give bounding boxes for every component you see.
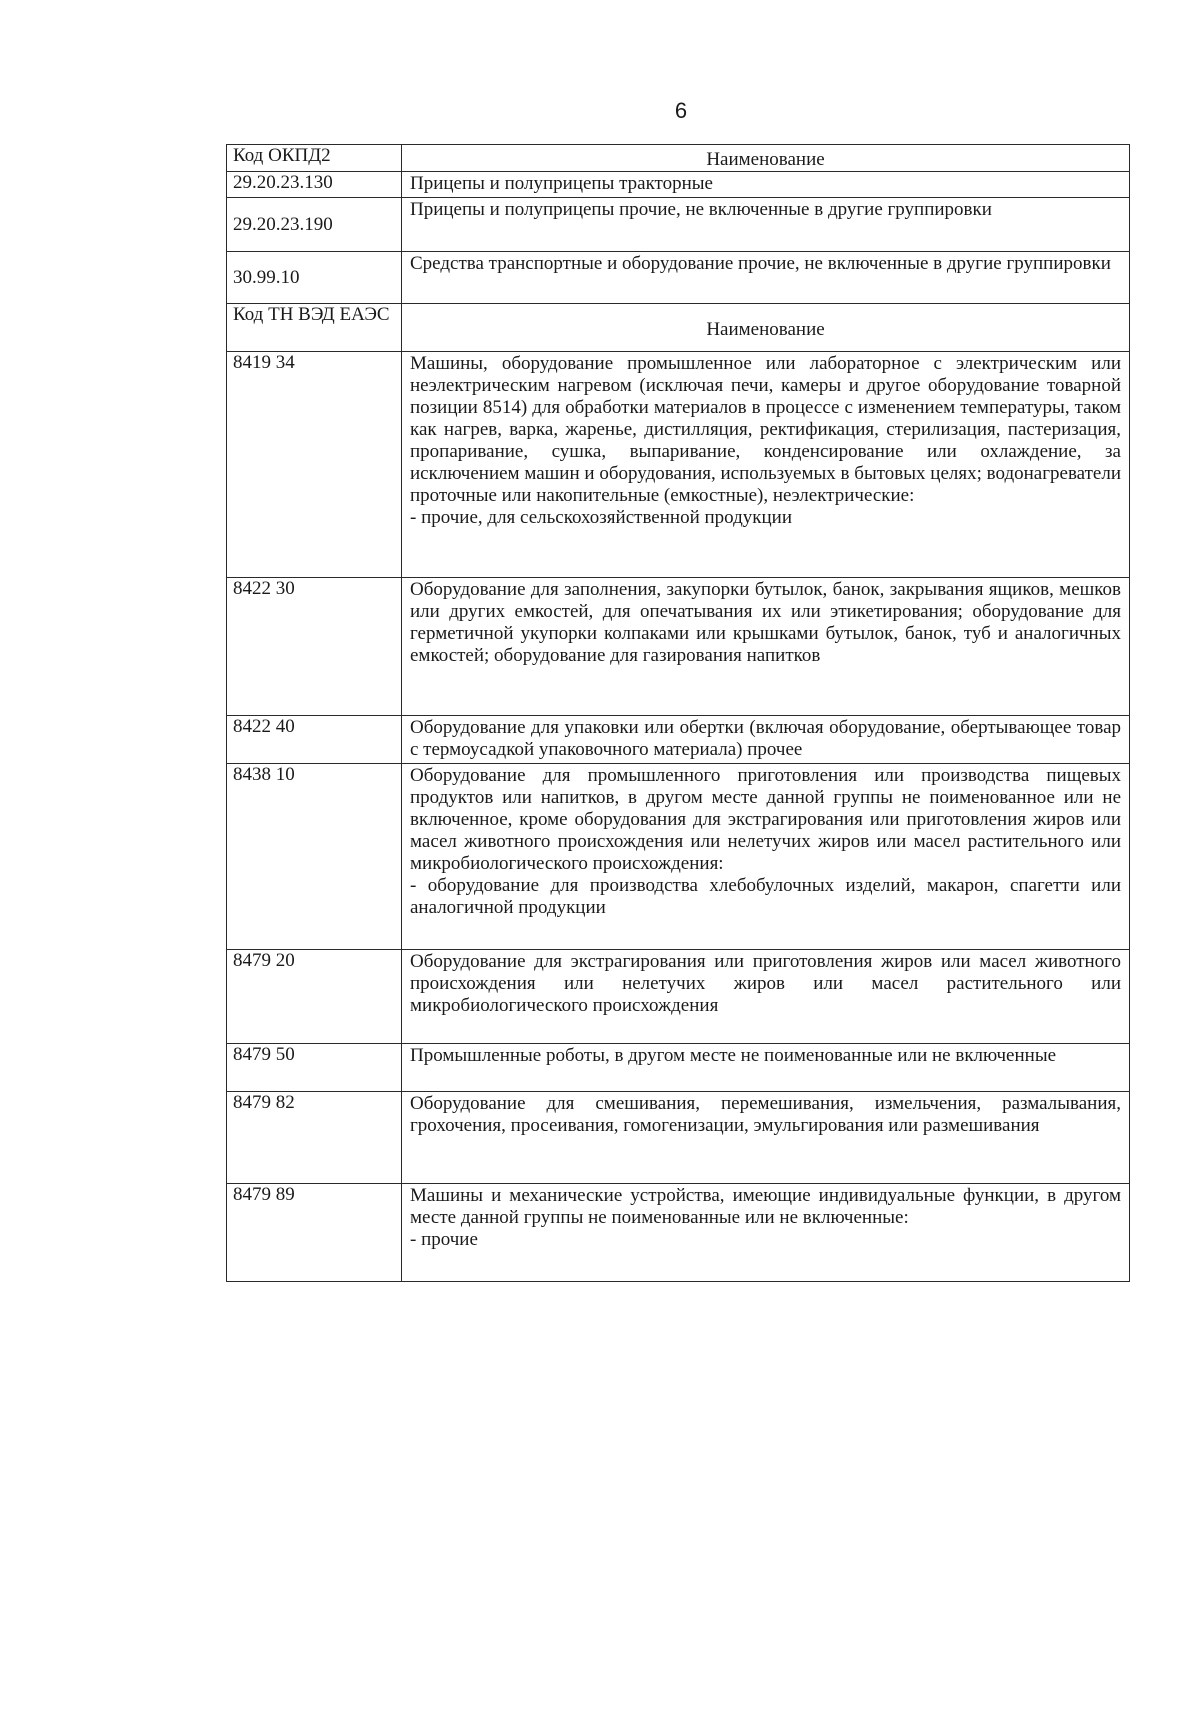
table-row: [227, 764, 1130, 950]
description-subitem: - оборудование для производства хлебобулочных изделий, макарон, спагетти или аналогичной продукции: [410, 875, 1121, 918]
name-cell: [402, 1184, 1130, 1282]
table-row: [227, 950, 1130, 1044]
name-cell: Оборудование для упаковки или обертки (включая оборудование, обертывающее товар с термоусадкой упаковочного материала) прочее: [402, 716, 1130, 764]
table-row: [227, 198, 1130, 252]
name-cell: [402, 352, 1130, 578]
code-cell: 8422 40: [227, 716, 402, 764]
table-row: [227, 172, 1130, 198]
code-cell: 8422 30: [227, 578, 402, 716]
name-cell: Оборудование для смешивания, перемешивания, измельчения, размалывания, грохочения, просеивания, гомогенизации, эмульгирования или размешивания: [402, 1092, 1130, 1184]
name-cell: Промышленные роботы, в другом месте не поименованные или не включенные: [402, 1044, 1130, 1092]
description-text: Оборудование для промышленного приготовления или производства пищевых продуктов или напитков, в другом месте данной группы не поименованное или не включенное, кроме оборудования для экстрагирования или приготовления жиров или масел животного происхождения или нелетучих жиров или масел растительного или микробиологического происхождения:: [410, 765, 1121, 874]
name-cell: Оборудование для заполнения, закупорки бутылок, банок, закрывания ящиков, мешков или других емкостей, для опечатывания их или этикетирования; оборудование для герметичной укупорки колпаками или крышками бутылок, банок, туб и аналогичных емкостей; оборудование для газирования напитков: [402, 578, 1130, 716]
code-cell: 8419 34: [227, 352, 402, 578]
code-cell: 29.20.23.190: [227, 198, 402, 252]
table-row: [227, 352, 1130, 578]
table-row: [227, 578, 1130, 716]
name-cell: Средства транспортные и оборудование прочие, не включенные в другие группировки: [402, 252, 1130, 304]
description-subitem: - прочие, для сельскохозяйственной продукции: [410, 507, 793, 528]
classification-table: [226, 144, 1130, 1282]
table-row: [227, 1184, 1130, 1282]
table-row: [227, 716, 1130, 764]
code-cell: 8479 50: [227, 1044, 402, 1092]
code-cell: 30.99.10: [227, 252, 402, 304]
header-name-cell: Наименование: [402, 304, 1130, 352]
code-cell: 29.20.23.130: [227, 172, 402, 198]
header-name-cell: Наименование: [402, 145, 1130, 172]
name-cell: Прицепы и полуприцепы прочие, не включенные в другие группировки: [402, 198, 1130, 252]
description-text: Машины и механические устройства, имеющие индивидуальные функции, в другом месте данной группы не поименованные или не включенные:: [410, 1185, 1121, 1228]
code-cell: 8479 82: [227, 1092, 402, 1184]
code-cell: 8479 20: [227, 950, 402, 1044]
table-row: [227, 1044, 1130, 1092]
description-subitem: - прочие: [410, 1229, 478, 1250]
table-row: [227, 1092, 1130, 1184]
name-cell: Оборудование для экстрагирования или приготовления жиров или масел животного происхождения или нелетучих жиров или масел растительного или микробиологического происхождения: [402, 950, 1130, 1044]
header-code-cell: Код ТН ВЭД ЕАЭС: [227, 304, 402, 352]
page-number: 6: [674, 98, 688, 123]
name-cell: [402, 764, 1130, 950]
header-code-cell: Код ОКПД2: [227, 145, 402, 172]
description-text: Машины, оборудование промышленное или лабораторное с электрическим или неэлектрическим нагревом (исключая печи, камеры и другое оборудование товарной позиции 8514) для обработки материалов в процессе с изменением температуры, таком как нагрев, варка, жаренье, дистилляция, ректификация, стерилизация, пастеризация, пропаривание, сушка, выпаривание, конденсирование или охлаждение, за исключением машин и оборудования, используемых в бытовых целях; водонагреватели проточные или накопительные (емкостные), неэлектрические:: [410, 353, 1121, 506]
code-cell: 8479 89: [227, 1184, 402, 1282]
table-header-row: [227, 145, 1130, 172]
code-cell: 8438 10: [227, 764, 402, 950]
table-header-row: [227, 304, 1130, 352]
table-row: [227, 252, 1130, 304]
name-cell: Прицепы и полуприцепы тракторные: [402, 172, 1130, 198]
